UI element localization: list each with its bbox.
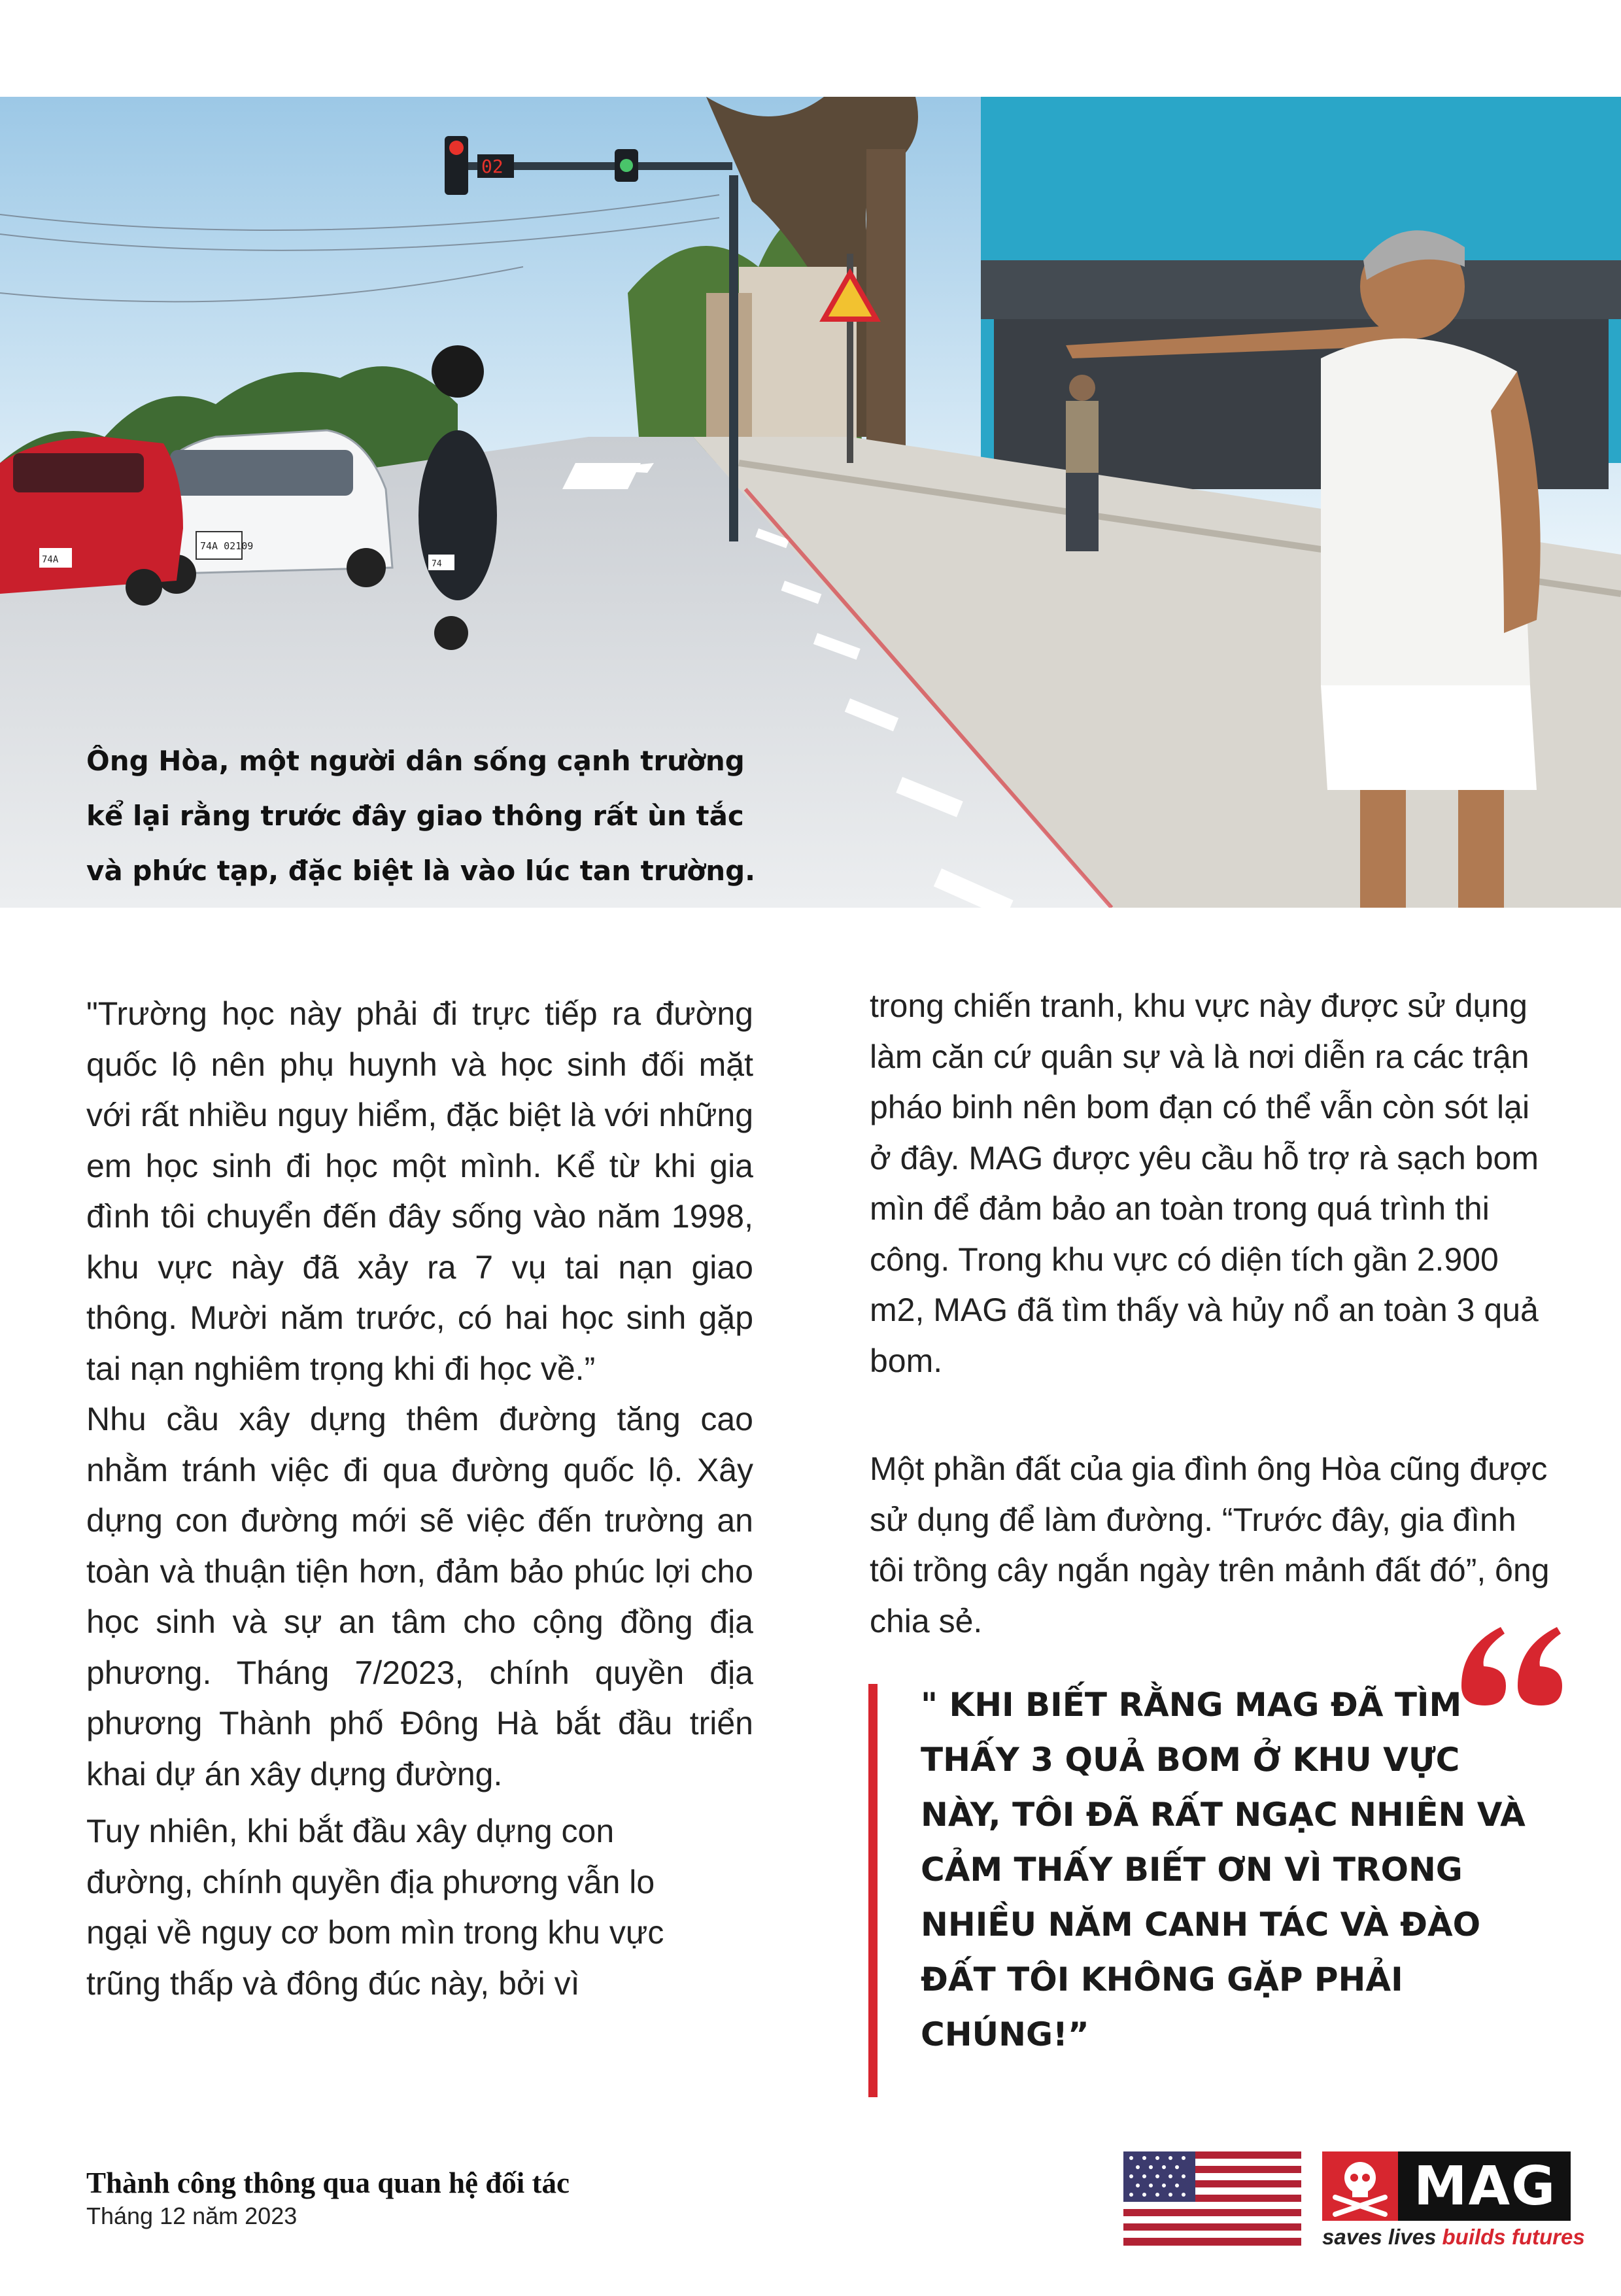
motorbike-plate: 74 bbox=[432, 559, 442, 569]
pedestrian bbox=[1066, 375, 1099, 551]
paragraph: "Trường học này phải đi trực tiếp ra đường quốc lộ nên phụ huynh và học sinh đối mặt với rất nhiều nguy hiểm, đặc biệt là với những em học sinh đi học một mình. Kể từ khi gia đình tôi chuyển đến đây sống vào năm 1998, khu vực này đã xảy ra 7 vụ tai nạn giao thông. Mười năm trước, có hai học sinh gặp tai nạn nghiêm trọng khi đi học về.” bbox=[86, 995, 753, 1387]
footer-title: Thành công thông qua quan hệ đối tác bbox=[86, 2167, 570, 2199]
skull-crossbones-icon bbox=[1322, 2151, 1398, 2221]
paragraph: Nhu cầu xây dựng thêm đường tăng cao nhằm tránh việc đi qua đường quốc lộ. Xây dựng con đường mới sẽ việc đến trường an toàn và thuận tiện hơn, đảm bảo phúc lợi cho học sinh và sự an tâm cho cộng đồng địa phương. Tháng 7/2023, chính quyền địa phương Thành phố Đông Hà bắt đầu triển khai dự án xây dựng đường. bbox=[86, 1401, 753, 1792]
footer-date: Tháng 12 năm 2023 bbox=[86, 2202, 298, 2229]
paragraph: Tuy nhiên, khi bắt đầu xây dựng con đường, chính quyền địa phương vẫn lo ngại về nguy cơ bom mìn trong khu vực trũng thấp và đông đúc này, bởi vì bbox=[86, 1813, 664, 2002]
right-column bbox=[870, 981, 1553, 1647]
left-column bbox=[86, 989, 753, 2009]
photo-caption: Ông Hòa, một người dân sống cạnh trường kể lại rằng trước đây giao thông rất ùn tắc và phức tạp, đặc biệt là vào lúc tan trường. bbox=[86, 745, 756, 887]
pull-quote: " KHI BIẾT RẰNG MAG ĐÃ TÌM THẤY 3 QUẢ BOM Ở KHU VỰC NÀY, TÔI ĐÃ RẤT NGẠC NHIÊN VÀ CẢM THẤY BIẾT ƠN VÌ TRONG NHIỀU NĂM CANH TÁC VÀ ĐÀO ĐẤT TÔI KHÔNG GẶP PHẢI CHÚNG!” bbox=[921, 1686, 1526, 2053]
quote-accent-bar bbox=[868, 1684, 878, 2097]
signal-countdown: 02 bbox=[481, 156, 503, 177]
red-car-plate: 74A bbox=[42, 555, 59, 565]
red-car bbox=[0, 437, 183, 606]
white-car-plate: 74A 02109 bbox=[200, 540, 254, 552]
mag-logo bbox=[1322, 2151, 1585, 2250]
mag-tagline: saves lives builds futures bbox=[1322, 2225, 1585, 2249]
us-flag-icon bbox=[1123, 2151, 1301, 2246]
paragraph: Một phần đất của gia đình ông Hòa cũng được sử dụng để làm đường. “Trước đây, gia đình tôi trồng cây ngắn ngày trên mảnh đất đó”, ông chia sẻ. bbox=[870, 1450, 1550, 1639]
mag-wordmark: MAG bbox=[1414, 2155, 1557, 2218]
paragraph: trong chiến tranh, khu vực này được sử dụng làm căn cứ quân sự và là nơi diễn ra các trận pháo binh nên bom đạn có thể vẫn còn sót lại ở đây. MAG được yêu cầu hỗ trợ rà sạch bom mìn để đảm bảo an toàn trong quá trình thi công. Trong khu vực có diện tích gần 2.900 m2, MAG đã tìm thấy và hủy nổ an toàn 3 quả bom. bbox=[870, 987, 1539, 1379]
